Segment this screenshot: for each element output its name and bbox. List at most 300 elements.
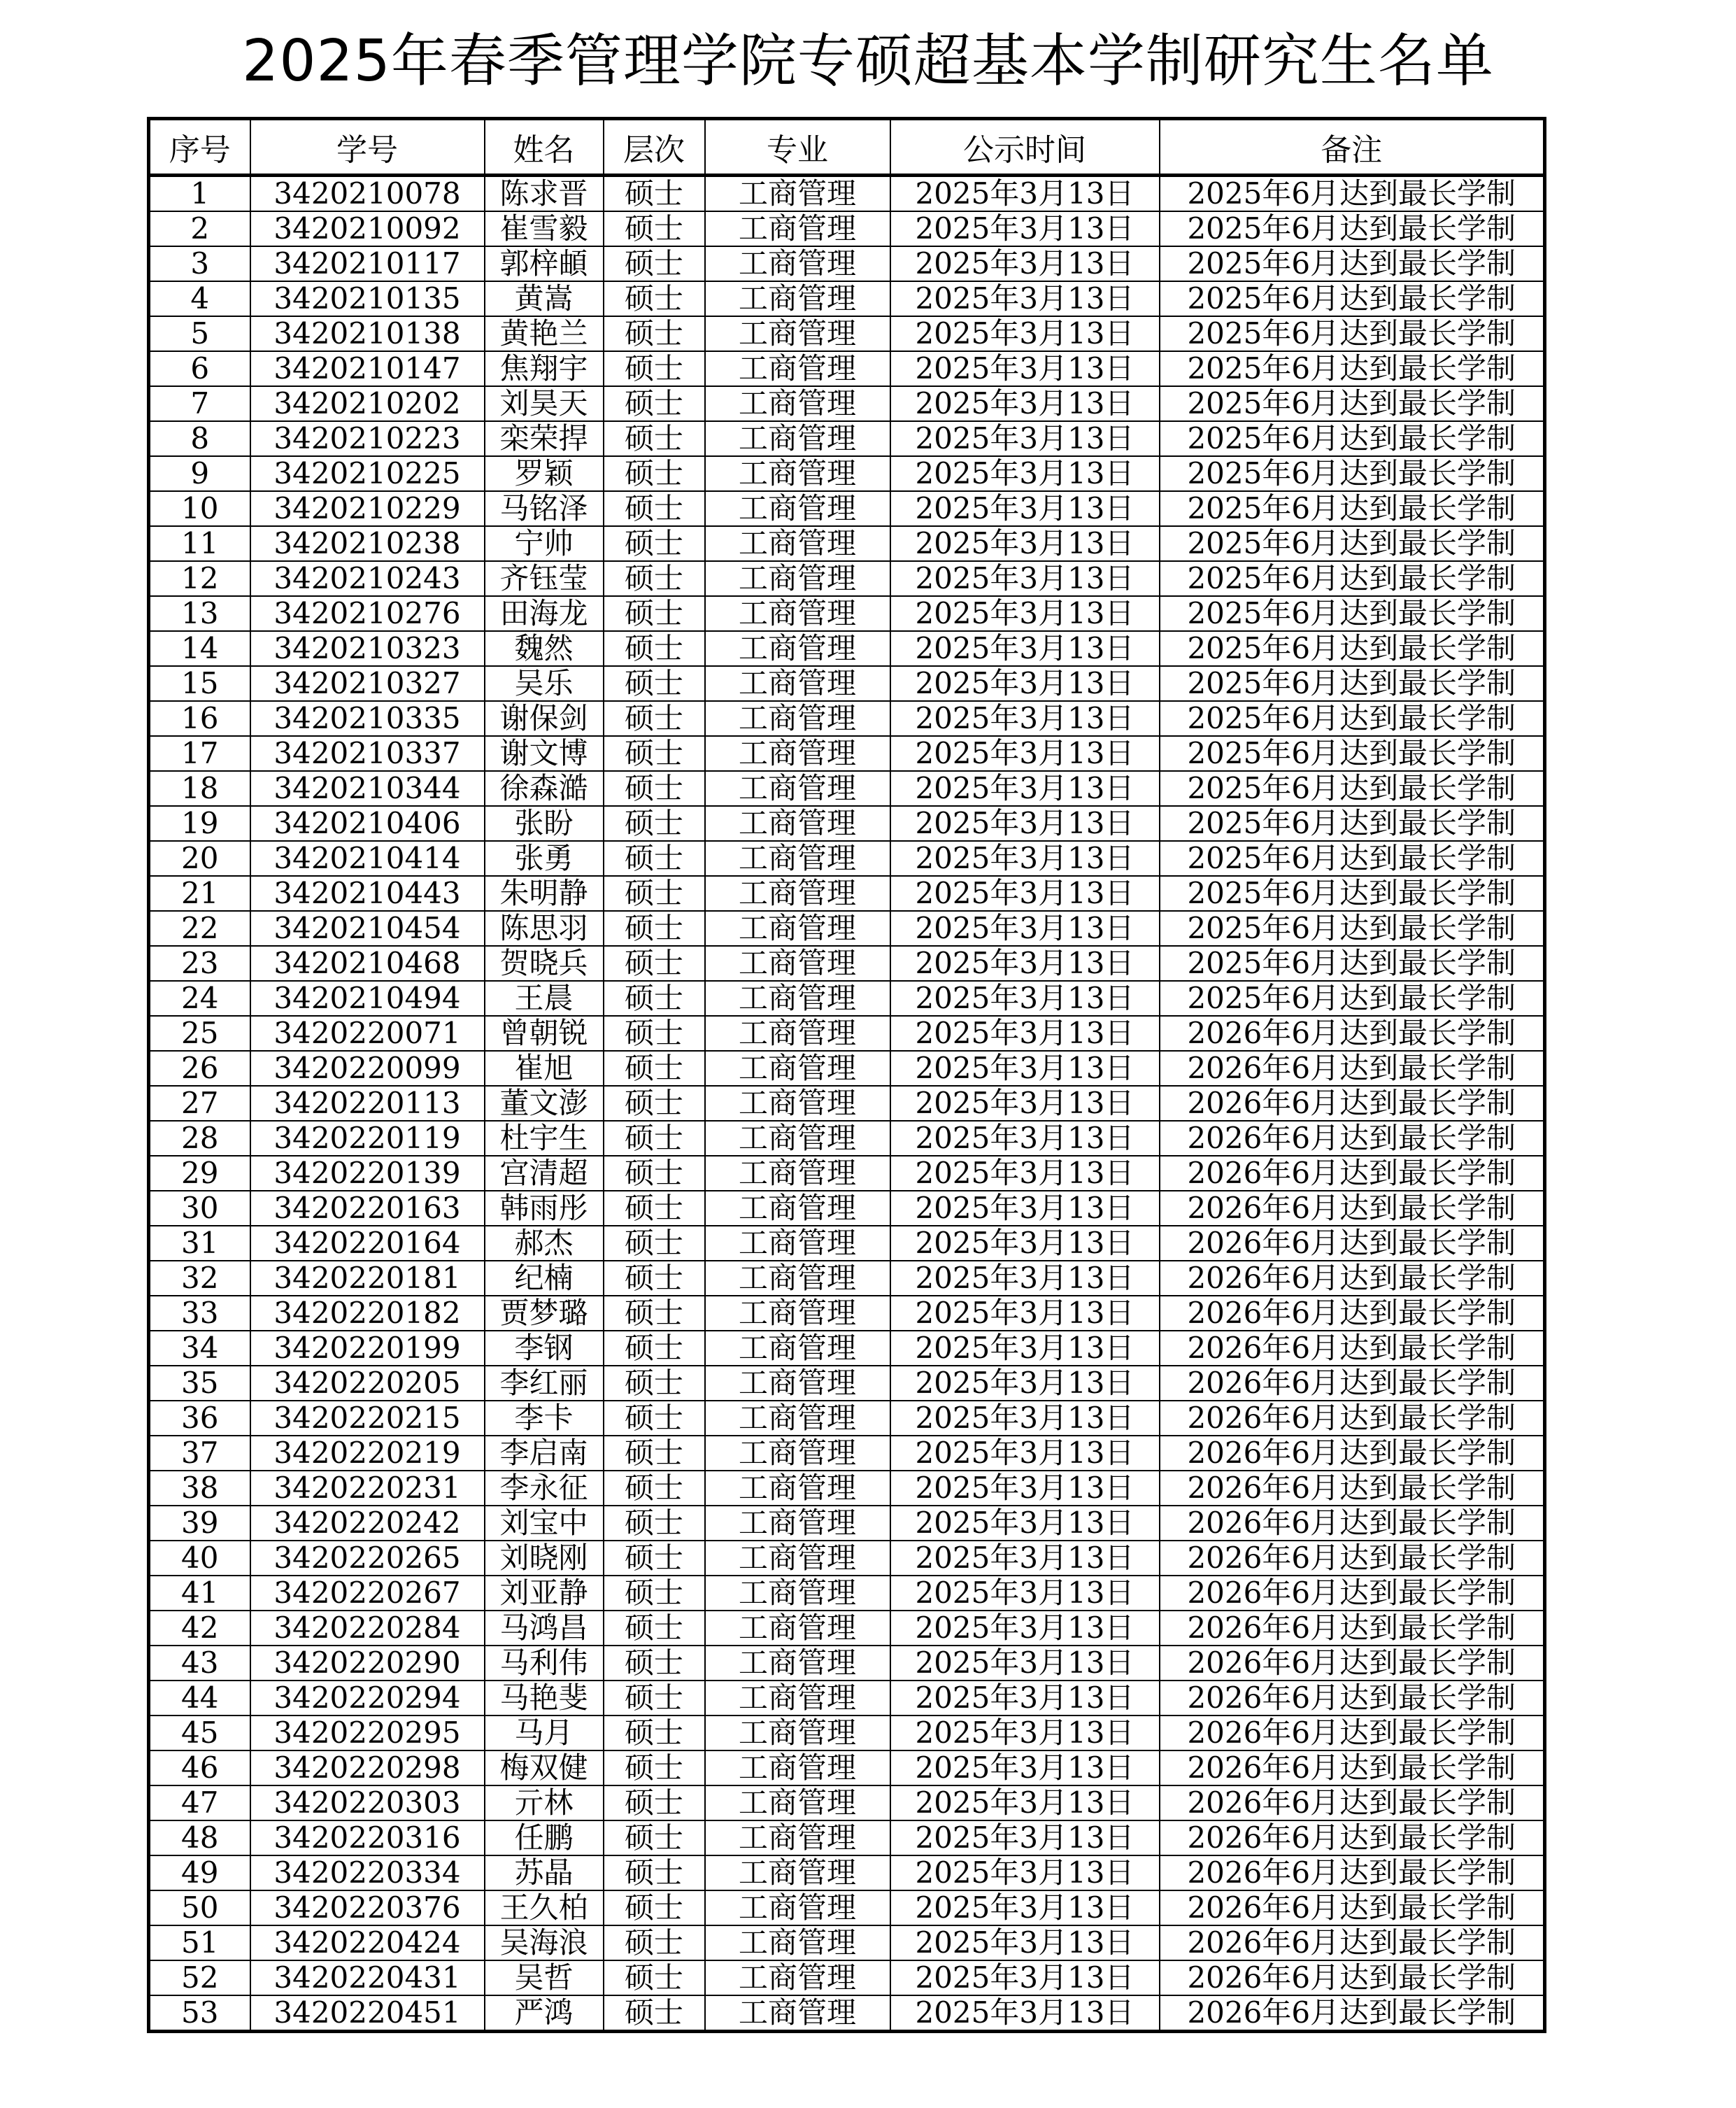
cell-major: 工商管理 xyxy=(705,1506,890,1541)
cell-remarks: 2025年6月达到最长学制 xyxy=(1160,771,1545,806)
cell-remarks: 2025年6月达到最长学制 xyxy=(1160,701,1545,736)
cell-serial-number: 10 xyxy=(149,491,250,526)
table-row xyxy=(149,1226,1545,1261)
cell-name: 魏然 xyxy=(485,631,604,666)
cell-serial-number: 1 xyxy=(149,176,250,212)
cell-level: 硕士 xyxy=(604,1296,705,1331)
cell-remarks: 2026年6月达到最长学制 xyxy=(1160,1995,1545,2032)
cell-name: 李钢 xyxy=(485,1331,604,1366)
cell-announce-date: 2025年3月13日 xyxy=(890,1366,1160,1401)
cell-announce-date: 2025年3月13日 xyxy=(890,841,1160,876)
table-row xyxy=(149,526,1545,561)
table-row xyxy=(149,1051,1545,1086)
cell-remarks: 2025年6月达到最长学制 xyxy=(1160,246,1545,281)
cell-student-id: 3420220424 xyxy=(250,1925,485,1960)
cell-name: 刘宝中 xyxy=(485,1506,604,1541)
cell-name: 梅双健 xyxy=(485,1750,604,1785)
cell-student-id: 3420220113 xyxy=(250,1086,485,1121)
cell-announce-date: 2025年3月13日 xyxy=(890,701,1160,736)
cell-announce-date: 2025年3月13日 xyxy=(890,1611,1160,1646)
cell-remarks: 2026年6月达到最长学制 xyxy=(1160,1086,1545,1121)
cell-level: 硕士 xyxy=(604,1611,705,1646)
cell-student-id: 3420210147 xyxy=(250,351,485,386)
cell-level: 硕士 xyxy=(604,1436,705,1471)
cell-major: 工商管理 xyxy=(705,1156,890,1191)
cell-remarks: 2026年6月达到最长学制 xyxy=(1160,1576,1545,1611)
cell-remarks: 2025年6月达到最长学制 xyxy=(1160,526,1545,561)
table-row xyxy=(149,981,1545,1016)
cell-announce-date: 2025年3月13日 xyxy=(890,1925,1160,1960)
cell-student-id: 3420210276 xyxy=(250,596,485,631)
cell-level: 硕士 xyxy=(604,596,705,631)
cell-level: 硕士 xyxy=(604,456,705,491)
cell-name: 苏晶 xyxy=(485,1855,604,1890)
cell-announce-date: 2025年3月13日 xyxy=(890,351,1160,386)
cell-student-id: 3420220119 xyxy=(250,1121,485,1156)
table-row xyxy=(149,806,1545,841)
cell-major: 工商管理 xyxy=(705,806,890,841)
table-row xyxy=(149,176,1545,212)
cell-student-id: 3420210454 xyxy=(250,911,485,946)
table-row xyxy=(149,1366,1545,1401)
table-row xyxy=(149,841,1545,876)
cell-remarks: 2025年6月达到最长学制 xyxy=(1160,386,1545,421)
cell-serial-number: 21 xyxy=(149,876,250,911)
cell-major: 工商管理 xyxy=(705,1191,890,1226)
cell-level: 硕士 xyxy=(604,246,705,281)
cell-remarks: 2026年6月达到最长学制 xyxy=(1160,1925,1545,1960)
header-serial-number: 序号 xyxy=(149,119,250,176)
cell-announce-date: 2025年3月13日 xyxy=(890,1960,1160,1995)
cell-remarks: 2026年6月达到最长学制 xyxy=(1160,1366,1545,1401)
cell-announce-date: 2025年3月13日 xyxy=(890,1681,1160,1716)
cell-remarks: 2025年6月达到最长学制 xyxy=(1160,946,1545,981)
cell-announce-date: 2025年3月13日 xyxy=(890,421,1160,456)
header-level: 层次 xyxy=(604,119,705,176)
cell-student-id: 3420210078 xyxy=(250,176,485,212)
cell-name: 王久柏 xyxy=(485,1890,604,1925)
cell-serial-number: 14 xyxy=(149,631,250,666)
cell-major: 工商管理 xyxy=(705,281,890,316)
cell-announce-date: 2025年3月13日 xyxy=(890,666,1160,701)
cell-level: 硕士 xyxy=(604,1750,705,1785)
cell-serial-number: 20 xyxy=(149,841,250,876)
cell-name: 韩雨彤 xyxy=(485,1191,604,1226)
cell-serial-number: 11 xyxy=(149,526,250,561)
cell-level: 硕士 xyxy=(604,841,705,876)
table-row xyxy=(149,1960,1545,1995)
cell-serial-number: 35 xyxy=(149,1366,250,1401)
cell-name: 田海龙 xyxy=(485,596,604,631)
cell-level: 硕士 xyxy=(604,561,705,596)
cell-name: 崔雪毅 xyxy=(485,211,604,246)
table-row xyxy=(149,1261,1545,1296)
cell-student-id: 3420210414 xyxy=(250,841,485,876)
cell-announce-date: 2025年3月13日 xyxy=(890,526,1160,561)
cell-major: 工商管理 xyxy=(705,1716,890,1750)
cell-student-id: 3420220294 xyxy=(250,1681,485,1716)
cell-remarks: 2026年6月达到最长学制 xyxy=(1160,1785,1545,1820)
cell-remarks: 2026年6月达到最长学制 xyxy=(1160,1261,1545,1296)
cell-name: 李卡 xyxy=(485,1401,604,1436)
cell-level: 硕士 xyxy=(604,1121,705,1156)
cell-announce-date: 2025年3月13日 xyxy=(890,1716,1160,1750)
cell-name: 张勇 xyxy=(485,841,604,876)
cell-name: 崔旭 xyxy=(485,1051,604,1086)
cell-announce-date: 2025年3月13日 xyxy=(890,1995,1160,2032)
header-major: 专业 xyxy=(705,119,890,176)
cell-remarks: 2026年6月达到最长学制 xyxy=(1160,1401,1545,1436)
cell-name: 李红丽 xyxy=(485,1366,604,1401)
cell-remarks: 2025年6月达到最长学制 xyxy=(1160,911,1545,946)
cell-student-id: 3420210229 xyxy=(250,491,485,526)
table-row xyxy=(149,596,1545,631)
cell-announce-date: 2025年3月13日 xyxy=(890,1401,1160,1436)
cell-major: 工商管理 xyxy=(705,981,890,1016)
cell-student-id: 3420220231 xyxy=(250,1471,485,1506)
cell-level: 硕士 xyxy=(604,1681,705,1716)
table-row xyxy=(149,281,1545,316)
cell-announce-date: 2025年3月13日 xyxy=(890,1855,1160,1890)
cell-level: 硕士 xyxy=(604,1471,705,1506)
cell-announce-date: 2025年3月13日 xyxy=(890,456,1160,491)
cell-name: 马鸿昌 xyxy=(485,1611,604,1646)
cell-name: 吴哲 xyxy=(485,1960,604,1995)
table-row xyxy=(149,1191,1545,1226)
cell-major: 工商管理 xyxy=(705,1960,890,1995)
cell-major: 工商管理 xyxy=(705,876,890,911)
cell-name: 李永征 xyxy=(485,1471,604,1506)
cell-announce-date: 2025年3月13日 xyxy=(890,1541,1160,1576)
cell-major: 工商管理 xyxy=(705,351,890,386)
cell-student-id: 3420210494 xyxy=(250,981,485,1016)
cell-name: 贾梦璐 xyxy=(485,1296,604,1331)
cell-student-id: 3420210443 xyxy=(250,876,485,911)
cell-level: 硕士 xyxy=(604,736,705,771)
cell-level: 硕士 xyxy=(604,1820,705,1855)
cell-announce-date: 2025年3月13日 xyxy=(890,1646,1160,1681)
cell-name: 郭梓頔 xyxy=(485,246,604,281)
cell-serial-number: 8 xyxy=(149,421,250,456)
cell-major: 工商管理 xyxy=(705,1541,890,1576)
cell-level: 硕士 xyxy=(604,1261,705,1296)
table-header-row xyxy=(149,119,1545,176)
table-row xyxy=(149,946,1545,981)
cell-major: 工商管理 xyxy=(705,176,890,212)
cell-remarks: 2026年6月达到最长学制 xyxy=(1160,1156,1545,1191)
cell-level: 硕士 xyxy=(604,1960,705,1995)
table-row xyxy=(149,1611,1545,1646)
table-row xyxy=(149,876,1545,911)
cell-level: 硕士 xyxy=(604,316,705,351)
cell-level: 硕士 xyxy=(604,526,705,561)
cell-student-id: 3420220431 xyxy=(250,1960,485,1995)
cell-serial-number: 32 xyxy=(149,1261,250,1296)
cell-remarks: 2025年6月达到最长学制 xyxy=(1160,876,1545,911)
table-row xyxy=(149,1016,1545,1051)
cell-remarks: 2026年6月达到最长学制 xyxy=(1160,1820,1545,1855)
cell-level: 硕士 xyxy=(604,1191,705,1226)
cell-serial-number: 34 xyxy=(149,1331,250,1366)
cell-major: 工商管理 xyxy=(705,841,890,876)
cell-major: 工商管理 xyxy=(705,1820,890,1855)
cell-announce-date: 2025年3月13日 xyxy=(890,1191,1160,1226)
cell-student-id: 3420210202 xyxy=(250,386,485,421)
cell-student-id: 3420220139 xyxy=(250,1156,485,1191)
cell-name: 吴乐 xyxy=(485,666,604,701)
table-row xyxy=(149,246,1545,281)
cell-remarks: 2026年6月达到最长学制 xyxy=(1160,1471,1545,1506)
cell-name: 焦翔宇 xyxy=(485,351,604,386)
cell-name: 纪楠 xyxy=(485,1261,604,1296)
cell-major: 工商管理 xyxy=(705,1925,890,1960)
cell-student-id: 3420210243 xyxy=(250,561,485,596)
cell-remarks: 2025年6月达到最长学制 xyxy=(1160,491,1545,526)
cell-student-id: 3420210323 xyxy=(250,631,485,666)
table-row xyxy=(149,421,1545,456)
cell-level: 硕士 xyxy=(604,1855,705,1890)
cell-announce-date: 2025年3月13日 xyxy=(890,561,1160,596)
cell-remarks: 2026年6月达到最长学制 xyxy=(1160,1960,1545,1995)
cell-major: 工商管理 xyxy=(705,1121,890,1156)
cell-level: 硕士 xyxy=(604,1366,705,1401)
table-row xyxy=(149,1681,1545,1716)
cell-remarks: 2025年6月达到最长学制 xyxy=(1160,176,1545,212)
cell-serial-number: 40 xyxy=(149,1541,250,1576)
cell-announce-date: 2025年3月13日 xyxy=(890,1226,1160,1261)
cell-remarks: 2026年6月达到最长学制 xyxy=(1160,1226,1545,1261)
cell-announce-date: 2025年3月13日 xyxy=(890,631,1160,666)
cell-major: 工商管理 xyxy=(705,1576,890,1611)
cell-major: 工商管理 xyxy=(705,386,890,421)
cell-remarks: 2026年6月达到最长学制 xyxy=(1160,1331,1545,1366)
cell-remarks: 2026年6月达到最长学制 xyxy=(1160,1436,1545,1471)
cell-major: 工商管理 xyxy=(705,1331,890,1366)
cell-student-id: 3420220242 xyxy=(250,1506,485,1541)
cell-major: 工商管理 xyxy=(705,316,890,351)
cell-name: 刘晓刚 xyxy=(485,1541,604,1576)
cell-major: 工商管理 xyxy=(705,1016,890,1051)
cell-level: 硕士 xyxy=(604,1541,705,1576)
table-row xyxy=(149,1716,1545,1750)
cell-name: 曾朝锐 xyxy=(485,1016,604,1051)
cell-level: 硕士 xyxy=(604,1576,705,1611)
cell-remarks: 2025年6月达到最长学制 xyxy=(1160,561,1545,596)
cell-remarks: 2025年6月达到最长学制 xyxy=(1160,281,1545,316)
table-row xyxy=(149,1925,1545,1960)
table-body xyxy=(149,176,1545,2032)
cell-announce-date: 2025年3月13日 xyxy=(890,1016,1160,1051)
cell-name: 栾荣捍 xyxy=(485,421,604,456)
cell-remarks: 2025年6月达到最长学制 xyxy=(1160,841,1545,876)
cell-serial-number: 5 xyxy=(149,316,250,351)
cell-serial-number: 7 xyxy=(149,386,250,421)
cell-major: 工商管理 xyxy=(705,911,890,946)
cell-serial-number: 45 xyxy=(149,1716,250,1750)
table-row xyxy=(149,1855,1545,1890)
cell-serial-number: 41 xyxy=(149,1576,250,1611)
table-row xyxy=(149,1890,1545,1925)
cell-major: 工商管理 xyxy=(705,1261,890,1296)
cell-serial-number: 48 xyxy=(149,1820,250,1855)
table-row xyxy=(149,561,1545,596)
cell-serial-number: 27 xyxy=(149,1086,250,1121)
cell-announce-date: 2025年3月13日 xyxy=(890,1331,1160,1366)
cell-name: 亓林 xyxy=(485,1785,604,1820)
cell-level: 硕士 xyxy=(604,701,705,736)
cell-remarks: 2025年6月达到最长学制 xyxy=(1160,736,1545,771)
cell-student-id: 3420220298 xyxy=(250,1750,485,1785)
cell-level: 硕士 xyxy=(604,1646,705,1681)
cell-level: 硕士 xyxy=(604,281,705,316)
cell-remarks: 2026年6月达到最长学制 xyxy=(1160,1506,1545,1541)
cell-serial-number: 43 xyxy=(149,1646,250,1681)
cell-name: 马利伟 xyxy=(485,1646,604,1681)
cell-student-id: 3420220451 xyxy=(250,1995,485,2032)
cell-announce-date: 2025年3月13日 xyxy=(890,1506,1160,1541)
table-row xyxy=(149,1541,1545,1576)
table-row xyxy=(149,1576,1545,1611)
cell-serial-number: 38 xyxy=(149,1471,250,1506)
cell-level: 硕士 xyxy=(604,806,705,841)
cell-announce-date: 2025年3月13日 xyxy=(890,911,1160,946)
cell-remarks: 2025年6月达到最长学制 xyxy=(1160,421,1545,456)
cell-major: 工商管理 xyxy=(705,1471,890,1506)
cell-student-id: 3420220071 xyxy=(250,1016,485,1051)
table-row xyxy=(149,456,1545,491)
table-row xyxy=(149,1296,1545,1331)
cell-level: 硕士 xyxy=(604,1156,705,1191)
cell-level: 硕士 xyxy=(604,1226,705,1261)
cell-remarks: 2026年6月达到最长学制 xyxy=(1160,1611,1545,1646)
cell-level: 硕士 xyxy=(604,1890,705,1925)
page-title: 2025年春季管理学院专硕超基本学制研究生名单 xyxy=(242,28,1494,94)
cell-serial-number: 37 xyxy=(149,1436,250,1471)
cell-student-id: 3420210223 xyxy=(250,421,485,456)
cell-student-id: 3420220376 xyxy=(250,1890,485,1925)
cell-name: 宫清超 xyxy=(485,1156,604,1191)
cell-remarks: 2026年6月达到最长学制 xyxy=(1160,1016,1545,1051)
cell-level: 硕士 xyxy=(604,421,705,456)
cell-major: 工商管理 xyxy=(705,526,890,561)
cell-name: 罗颖 xyxy=(485,456,604,491)
cell-student-id: 3420220267 xyxy=(250,1576,485,1611)
cell-announce-date: 2025年3月13日 xyxy=(890,1051,1160,1086)
cell-level: 硕士 xyxy=(604,771,705,806)
cell-student-id: 3420210406 xyxy=(250,806,485,841)
cell-remarks: 2025年6月达到最长学制 xyxy=(1160,596,1545,631)
cell-serial-number: 17 xyxy=(149,736,250,771)
cell-name: 任鹏 xyxy=(485,1820,604,1855)
cell-major: 工商管理 xyxy=(705,771,890,806)
cell-serial-number: 51 xyxy=(149,1925,250,1960)
cell-serial-number: 24 xyxy=(149,981,250,1016)
cell-name: 郝杰 xyxy=(485,1226,604,1261)
cell-level: 硕士 xyxy=(604,946,705,981)
cell-serial-number: 50 xyxy=(149,1890,250,1925)
table-row xyxy=(149,1121,1545,1156)
cell-remarks: 2025年6月达到最长学制 xyxy=(1160,316,1545,351)
table-row xyxy=(149,1331,1545,1366)
cell-serial-number: 28 xyxy=(149,1121,250,1156)
cell-announce-date: 2025年3月13日 xyxy=(890,491,1160,526)
cell-name: 朱明静 xyxy=(485,876,604,911)
cell-name: 刘亚静 xyxy=(485,1576,604,1611)
cell-serial-number: 49 xyxy=(149,1855,250,1890)
cell-remarks: 2025年6月达到最长学制 xyxy=(1160,631,1545,666)
cell-level: 硕士 xyxy=(604,1785,705,1820)
cell-announce-date: 2025年3月13日 xyxy=(890,981,1160,1016)
cell-name: 齐钰莹 xyxy=(485,561,604,596)
cell-serial-number: 33 xyxy=(149,1296,250,1331)
cell-student-id: 3420220295 xyxy=(250,1716,485,1750)
table-row xyxy=(149,666,1545,701)
table-row xyxy=(149,736,1545,771)
table-row xyxy=(149,1646,1545,1681)
cell-serial-number: 22 xyxy=(149,911,250,946)
cell-name: 徐森澔 xyxy=(485,771,604,806)
cell-remarks: 2026年6月达到最长学制 xyxy=(1160,1191,1545,1226)
cell-announce-date: 2025年3月13日 xyxy=(890,876,1160,911)
cell-remarks: 2026年6月达到最长学制 xyxy=(1160,1646,1545,1681)
table-row xyxy=(149,1750,1545,1785)
cell-major: 工商管理 xyxy=(705,1750,890,1785)
cell-remarks: 2026年6月达到最长学制 xyxy=(1160,1750,1545,1785)
cell-announce-date: 2025年3月13日 xyxy=(890,1820,1160,1855)
cell-serial-number: 44 xyxy=(149,1681,250,1716)
cell-student-id: 3420210092 xyxy=(250,211,485,246)
cell-major: 工商管理 xyxy=(705,1296,890,1331)
cell-level: 硕士 xyxy=(604,1401,705,1436)
cell-announce-date: 2025年3月13日 xyxy=(890,211,1160,246)
cell-serial-number: 53 xyxy=(149,1995,250,2032)
table-row xyxy=(149,771,1545,806)
cell-announce-date: 2025年3月13日 xyxy=(890,176,1160,212)
cell-serial-number: 42 xyxy=(149,1611,250,1646)
student-roster-table xyxy=(147,117,1546,2033)
cell-serial-number: 18 xyxy=(149,771,250,806)
cell-student-id: 3420220205 xyxy=(250,1366,485,1401)
table-row xyxy=(149,1436,1545,1471)
cell-name: 陈思羽 xyxy=(485,911,604,946)
cell-level: 硕士 xyxy=(604,386,705,421)
table-row xyxy=(149,911,1545,946)
table-row xyxy=(149,1785,1545,1820)
cell-level: 硕士 xyxy=(604,1016,705,1051)
header-student-id: 学号 xyxy=(250,119,485,176)
table-row xyxy=(149,1401,1545,1436)
cell-major: 工商管理 xyxy=(705,666,890,701)
cell-major: 工商管理 xyxy=(705,1681,890,1716)
cell-announce-date: 2025年3月13日 xyxy=(890,1086,1160,1121)
cell-name: 黄嵩 xyxy=(485,281,604,316)
cell-student-id: 3420220164 xyxy=(250,1226,485,1261)
cell-serial-number: 16 xyxy=(149,701,250,736)
cell-remarks: 2026年6月达到最长学制 xyxy=(1160,1541,1545,1576)
cell-student-id: 3420220099 xyxy=(250,1051,485,1086)
cell-name: 王晨 xyxy=(485,981,604,1016)
cell-student-id: 3420220284 xyxy=(250,1611,485,1646)
cell-name: 马月 xyxy=(485,1716,604,1750)
cell-serial-number: 23 xyxy=(149,946,250,981)
cell-major: 工商管理 xyxy=(705,421,890,456)
cell-major: 工商管理 xyxy=(705,631,890,666)
cell-remarks: 2026年6月达到最长学制 xyxy=(1160,1855,1545,1890)
cell-announce-date: 2025年3月13日 xyxy=(890,246,1160,281)
table-row xyxy=(149,1156,1545,1191)
cell-serial-number: 13 xyxy=(149,596,250,631)
cell-name: 吴海浪 xyxy=(485,1925,604,1960)
